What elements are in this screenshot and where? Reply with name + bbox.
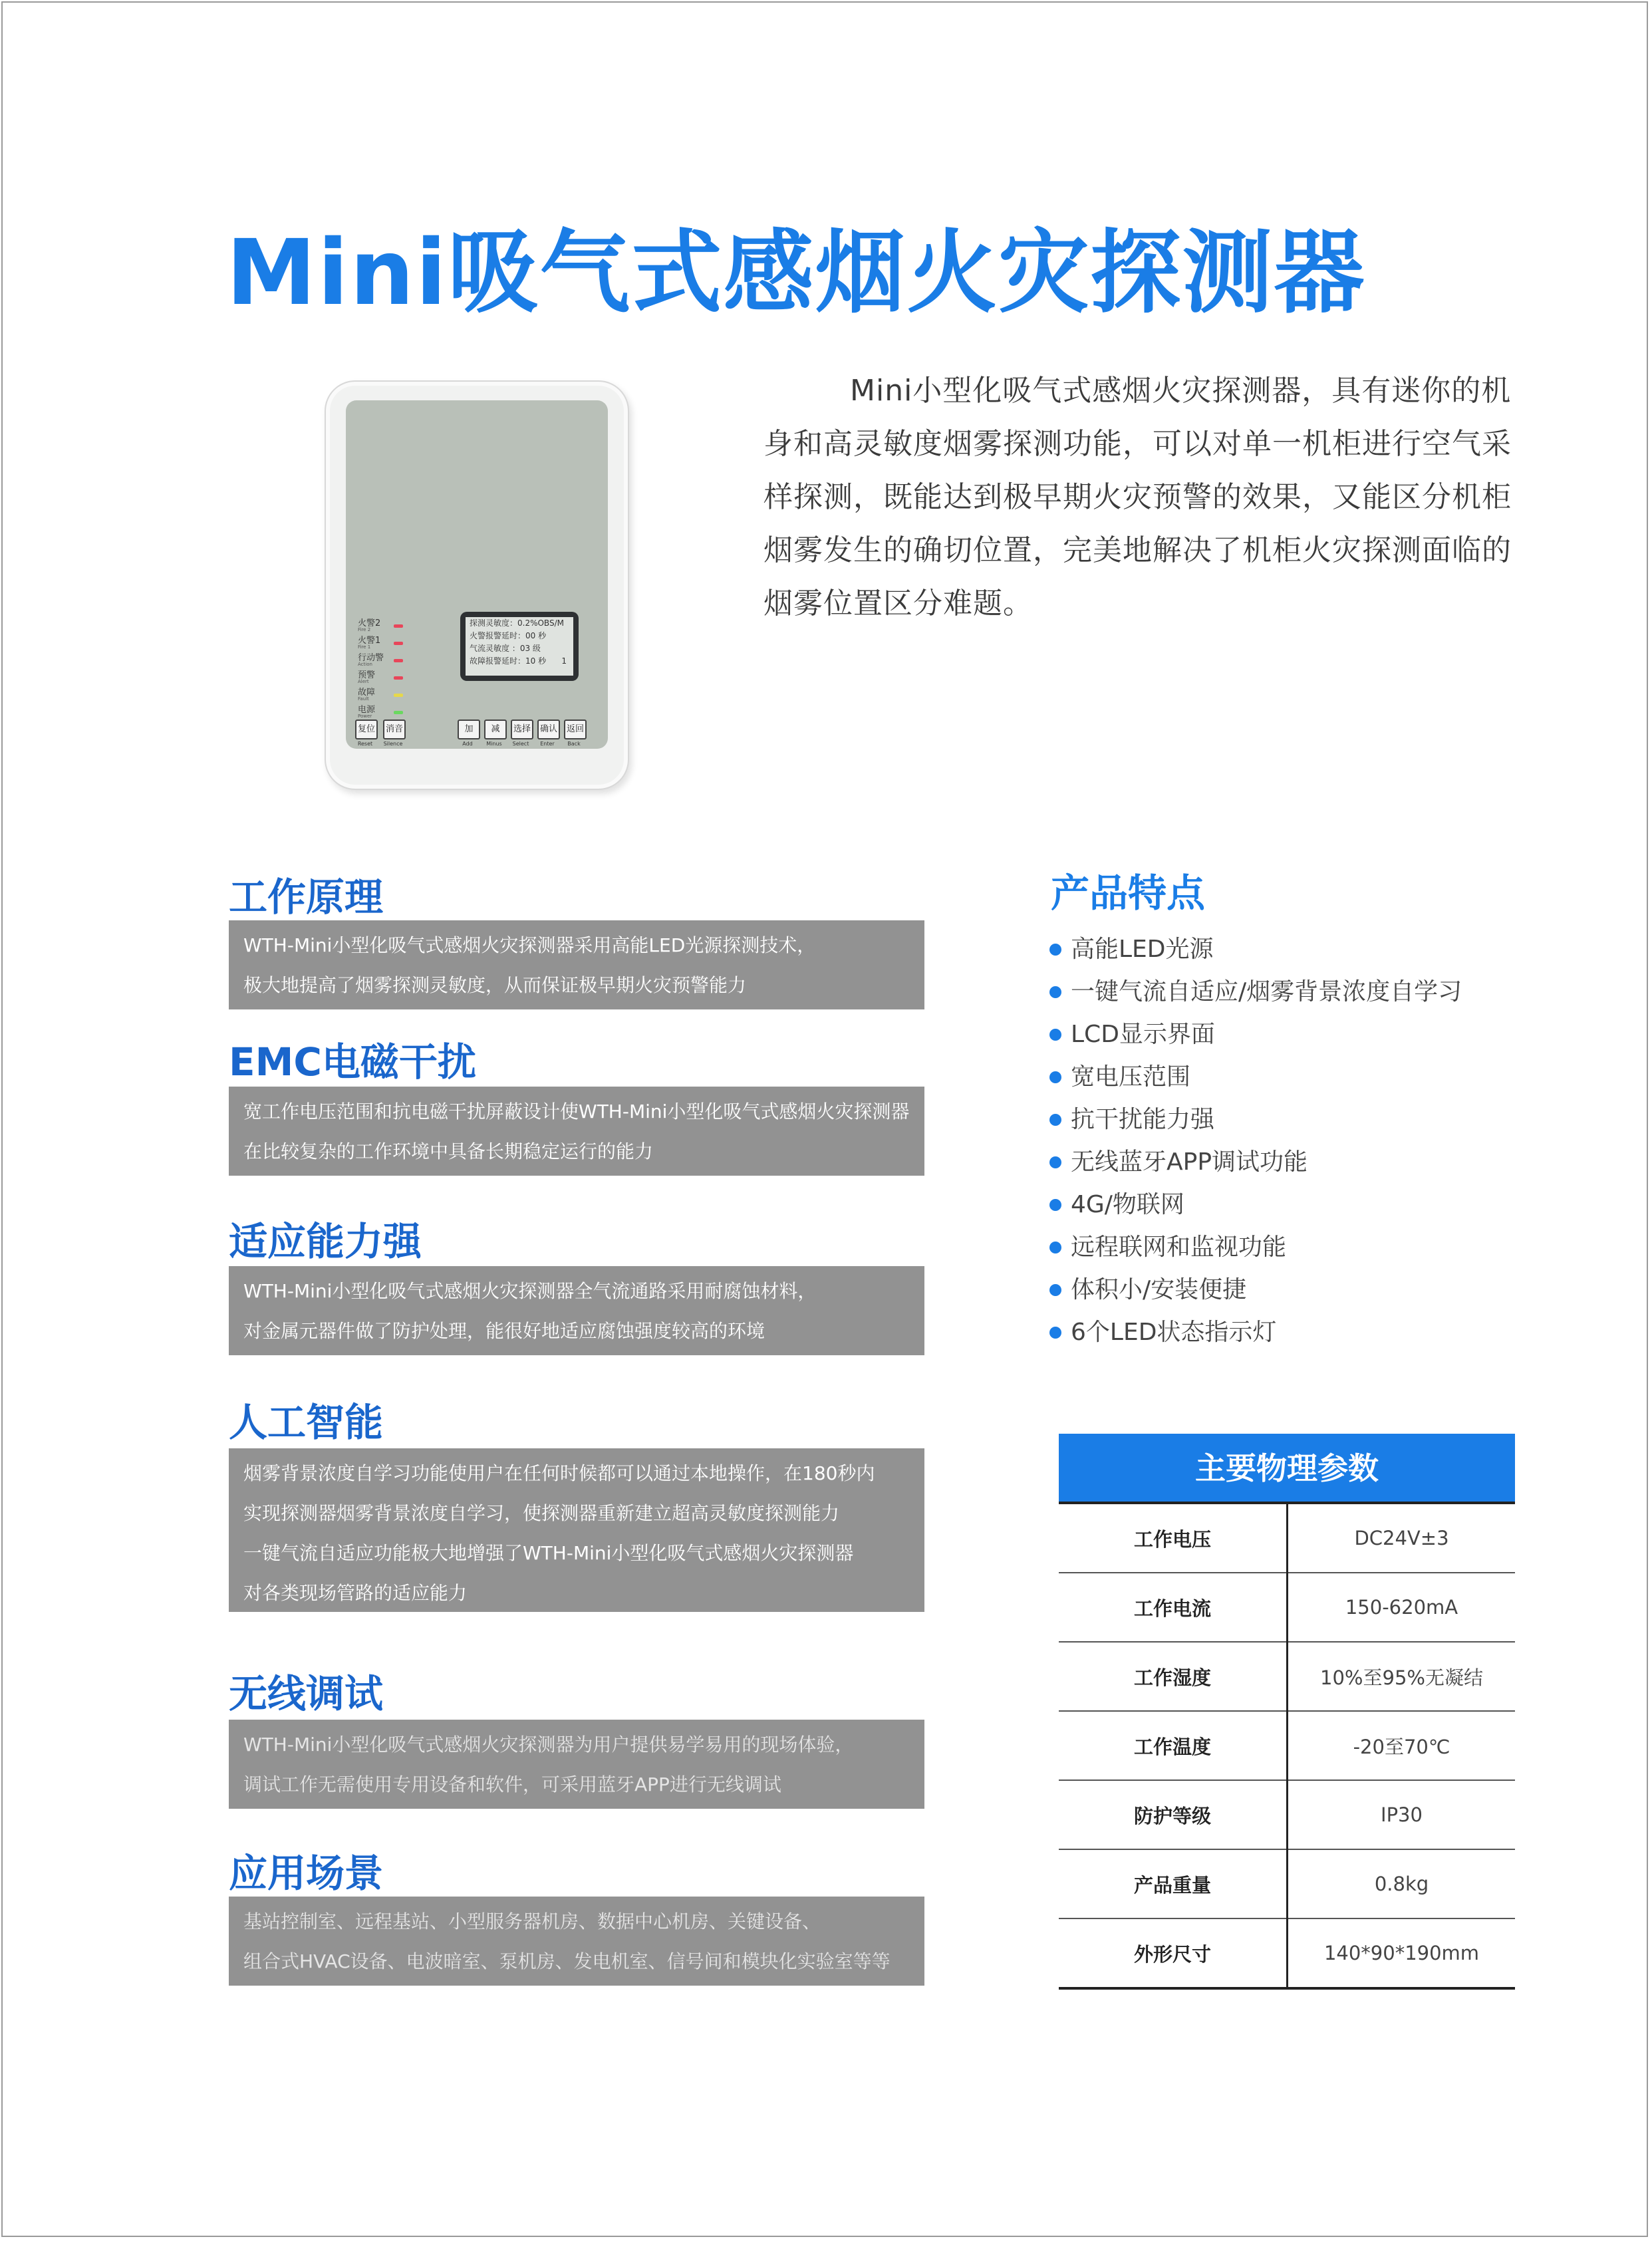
led-fault: 故障 Fault [358,689,403,702]
led-indicator [394,659,403,662]
feature-item: 无线蓝牙APP调试功能 [1049,1141,1462,1184]
feature-item: 4G/物联网 [1049,1184,1462,1226]
feature-item: 6个LED状态指示灯 [1049,1311,1462,1354]
table-row: 工作温度 -20至70℃ [1059,1711,1515,1780]
bullet-dot-icon [1049,1199,1061,1211]
bullet-dot-icon [1049,1114,1061,1126]
led-indicator [394,642,403,645]
lcd-screen: 探测灵敏度：0.2%OBS/M 火警报警延时：00 秒 气流灵敏度 ：03 级 故障报警延时：10 秒 1 [466,617,573,676]
minus-button: 减 [484,720,507,739]
feature-item: 宽电压范围 [1049,1056,1462,1099]
device-front-panel: 火警2 Fire 2 火警1 Fire 1 行动警 Action 预警 Alert 故障 Fault 电源 Power 探测灵敏度：0.2%OBS/M 火警报警延时：00 秒 气流灵敏度 ：03 级 故障报警延时：10 秒 1 复位 Reset 消音 Silence 加 Add 减 Minus 选择 Select 确认 Enter 返回 Back [346,400,608,749]
table-row: 外形尺寸 140*90*190mm [1059,1918,1515,1988]
bullet-dot-icon [1049,1284,1061,1296]
lcd-display [460,612,579,681]
section-box-working-principle: WTH-Mini小型化吸气式感烟火灾探测器采用高能LED光源探测技术， 极大地提高了烟雾探测灵敏度，从而保证极早期火灾预警能力 [229,920,924,1009]
add-button: 加 [458,720,480,739]
section-title-wireless: 无线调试 [229,1671,384,1716]
table-row: 工作湿度 10%至95%无凝结 [1059,1642,1515,1711]
led-power: 电源 Power [358,706,403,719]
section-box-ai: 烟雾背景浓度自学习功能使用户在任何时候都可以通过本地操作，在180秒内 实现探测器烟雾背景浓度自学习，使探测器重新建立超高灵敏度探测能力 一键气流自适应功能极大地增强了WTH-Mini小型化吸气式感烟火灾探测器 对各类现场管路的适应能力 [229,1448,924,1612]
led-fire-1: 火警1 Fire 1 [358,637,403,650]
feature-item: 一键气流自适应/烟雾背景浓度自学习 [1049,971,1462,1013]
detector-device-image [325,380,629,790]
intro-paragraph: Mini小型化吸气式感烟火灾探测器，具有迷你的机身和高灵敏度烟雾探测功能，可以对单一机柜进行空气采样探测，既能达到极早期火灾预警的效果，又能区分机柜烟雾发生的确切位置，完美地解决了机柜火灾探测面临的烟雾位置区分难题。 [763,374,1512,620]
section-title-emc: EMC电磁干扰 [229,1039,476,1085]
section-box-wireless: WTH-Mini小型化吸气式感烟火灾探测器为用户提供易学易用的现场体验， 调试工作无需使用专用设备和软件，可采用蓝牙APP进行无线调试 [229,1720,924,1809]
feature-item: 高能LED光源 [1049,928,1462,971]
params-table [1059,1504,1515,1990]
led-indicator [394,676,403,680]
enter-button: 确认 [537,720,560,739]
section-box-adaptability: WTH-Mini小型化吸气式感烟火灾探测器全气流通路采用耐腐蚀材料， 对金属元器件做了防护处理，能很好地适应腐蚀强度较高的环境 [229,1266,924,1355]
table-row: 工作电压 DC24V±3 [1059,1504,1515,1573]
feature-item: LCD显示界面 [1049,1013,1462,1056]
table-row: 防护等级 IP30 [1059,1780,1515,1849]
select-button: 选择 [511,720,533,739]
section-title-adaptability: 适应能力强 [229,1219,422,1264]
bullet-dot-icon [1049,1156,1061,1168]
params-table-header: 主要物理参数 [1059,1434,1515,1504]
section-title-applications: 应用场景 [229,1851,384,1896]
led-action: 行动警 Action [358,654,403,667]
table-row: 产品重量 0.8kg [1059,1849,1515,1918]
bullet-dot-icon [1049,1029,1061,1041]
bullet-dot-icon [1049,944,1061,956]
table-row: 工作电流 150-620mA [1059,1573,1515,1642]
feature-item: 抗干扰能力强 [1049,1099,1462,1141]
bullet-dot-icon [1049,986,1061,998]
led-alert: 预警 Alert [358,672,403,684]
bullet-dot-icon [1049,1071,1061,1083]
section-box-applications: 基站控制室、远程基站、小型服务器机房、数据中心机房、关键设备、 组合式HVAC设备、电波暗室、泵机房、发电机室、信号间和模块化实验室等等 [229,1897,924,1986]
page-title: Mini吸气式感烟火灾探测器 [226,221,1366,326]
section-title-working-principle: 工作原理 [229,874,384,920]
features-list [1049,928,1462,1354]
reset-button: 复位 [355,720,378,739]
silence-button: 消音 [383,720,406,739]
bullet-dot-icon [1049,1327,1061,1339]
section-box-emc: 宽工作电压范围和抗电磁干扰屏蔽设计使WTH-Mini小型化吸气式感烟火灾探测器 在比较复杂的工作环境中具备长期稳定运行的能力 [229,1087,924,1176]
section-title-ai: 人工智能 [229,1400,384,1445]
features-title: 产品特点 [1051,870,1206,916]
led-indicator [394,694,403,697]
feature-item: 体积小/安装便捷 [1049,1269,1462,1311]
led-fire-2: 火警2 Fire 2 [358,620,403,632]
feature-item: 远程联网和监视功能 [1049,1226,1462,1269]
bullet-dot-icon [1049,1242,1061,1253]
back-button: 返回 [564,720,587,739]
led-indicator [394,624,403,628]
led-indicator [394,711,403,714]
